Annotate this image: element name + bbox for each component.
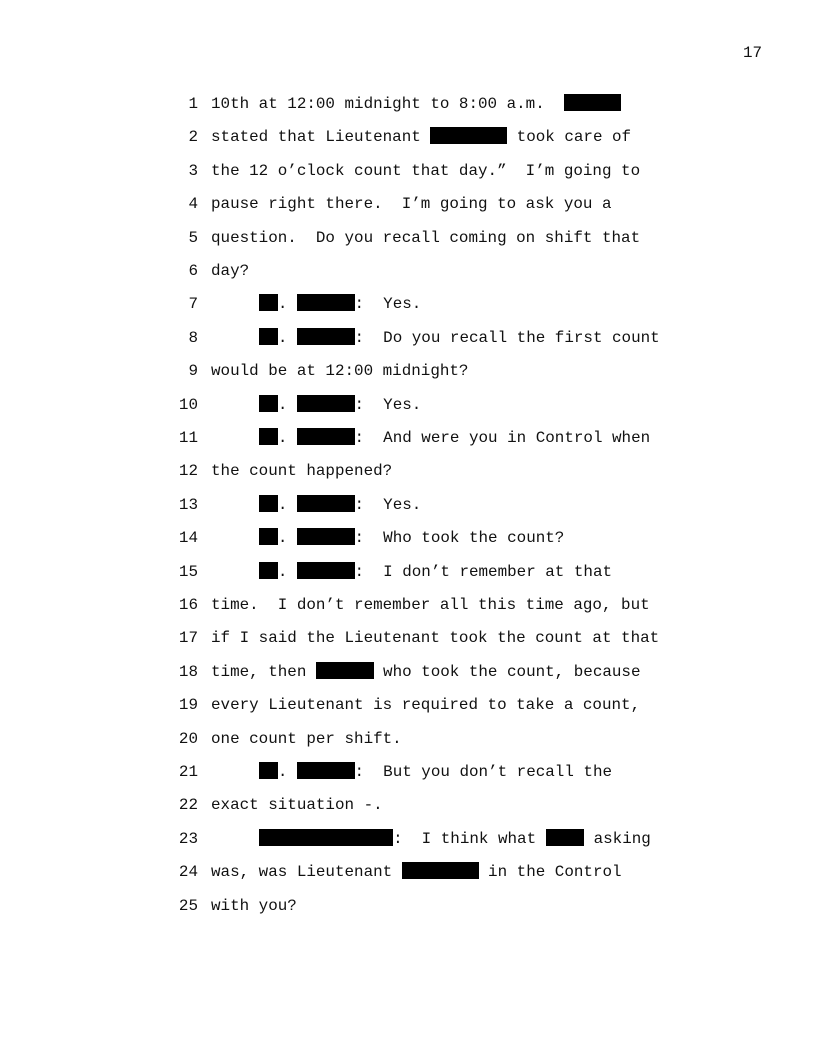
redaction-box (402, 862, 479, 879)
line-text (211, 528, 564, 548)
transcript-line (0, 94, 816, 114)
line-number: 24 (178, 863, 198, 882)
line-text-segment: : Who took the count? (354, 529, 565, 548)
line-text-segment: who took the count, because (373, 662, 641, 681)
line-text-segment: the 12 o’clock count that day.” I’m going to (211, 161, 641, 180)
redaction-box (546, 829, 584, 846)
line-text-segment: was, was Lieutenant (211, 863, 402, 882)
line-text (211, 829, 651, 849)
line-text-segment: : Yes. (354, 295, 422, 314)
line-number: 15 (178, 562, 198, 581)
redaction-box (259, 495, 278, 512)
line-text-segment (211, 496, 259, 514)
line-text (211, 328, 660, 348)
line-text-segment: stated that Lieutenant (211, 128, 431, 147)
line-text (211, 127, 631, 147)
transcript-line (0, 896, 816, 916)
redaction-box (297, 562, 355, 579)
line-number: 9 (188, 362, 198, 381)
redaction-box (259, 395, 278, 412)
transcript-line (0, 294, 816, 314)
transcript-line (0, 628, 816, 648)
line-text (211, 428, 650, 448)
redaction-box (259, 829, 393, 846)
line-number: 6 (188, 262, 198, 280)
line-text-segment: question. Do you recall coming on shift that (211, 228, 641, 247)
redaction-box (259, 328, 278, 345)
transcript-line (0, 161, 816, 181)
redaction-box (297, 495, 355, 512)
line-number: 13 (178, 495, 198, 514)
line-text-segment: pause right there. I’m going to ask you a (211, 195, 612, 214)
redaction-box (316, 662, 374, 679)
line-number: 25 (178, 896, 198, 915)
line-number: 5 (188, 228, 198, 247)
line-number: 4 (188, 195, 198, 214)
line-text (211, 762, 612, 782)
line-number: 12 (178, 462, 198, 481)
line-text-segment: : Yes. (354, 395, 422, 414)
redaction-box (297, 428, 355, 445)
page-number: 17 (743, 44, 763, 62)
line-text-segment: . (277, 429, 297, 447)
line-text (211, 662, 641, 682)
redaction-box (297, 294, 355, 311)
redaction-box (297, 762, 355, 779)
line-text-segment: would be at 12:00 midnight? (211, 362, 469, 381)
line-number: 7 (188, 295, 198, 314)
line-text (211, 862, 622, 882)
redaction-box (297, 395, 355, 412)
line-text (211, 461, 392, 481)
line-text (211, 896, 297, 916)
line-number: 11 (178, 429, 198, 447)
line-text-segment: with you? (211, 896, 297, 915)
line-text-segment: one count per shift. (211, 729, 402, 748)
redaction-box (259, 528, 278, 545)
line-number: 17 (178, 629, 198, 648)
line-number: 1 (188, 95, 198, 113)
line-text-segment: : But you don’t recall the (354, 763, 613, 781)
transcript-line (0, 762, 816, 782)
redaction-box (259, 294, 278, 311)
line-number: 21 (178, 763, 198, 781)
transcript-line (0, 495, 816, 515)
transcript-line (0, 662, 816, 682)
transcript-line (0, 328, 816, 348)
line-text-segment: exact situation -. (211, 796, 383, 815)
redaction-box (259, 562, 278, 579)
redaction-box (564, 94, 622, 111)
line-text-segment: . (277, 763, 297, 781)
line-text (211, 628, 659, 648)
line-text-segment (211, 329, 259, 347)
transcript-line (0, 127, 816, 147)
line-text-segment (211, 529, 259, 547)
line-number: 3 (188, 161, 198, 180)
transcript-line (0, 829, 816, 849)
line-text-segment: time. I don’t remember all this time ago, but (211, 596, 650, 614)
line-text (211, 194, 612, 214)
line-number: 10 (178, 395, 198, 414)
line-text-segment: day? (211, 262, 250, 280)
transcript-line (0, 361, 816, 381)
line-text (211, 795, 383, 815)
redaction-box (259, 762, 278, 779)
line-text (211, 94, 621, 114)
line-number: 20 (178, 729, 198, 748)
line-text-segment: : Yes. (354, 495, 422, 514)
line-text-segment: 10th at 12:00 midnight to 8:00 a.m. (211, 95, 564, 113)
redaction-box (259, 428, 278, 445)
redaction-box (297, 328, 355, 345)
line-number: 19 (178, 696, 198, 715)
transcript-line (0, 395, 816, 415)
line-number: 16 (178, 596, 198, 614)
line-text-segment (211, 295, 259, 313)
transcript-line (0, 595, 816, 615)
transcript-line (0, 228, 816, 248)
transcript-line (0, 795, 816, 815)
line-text-segment: : I don’t remember at that (354, 562, 613, 581)
transcript-line (0, 194, 816, 214)
line-text-segment: if I said the Lieutenant took the count at that (211, 629, 660, 648)
line-text-segment: : Do you recall the first count (354, 328, 660, 347)
line-text-segment: : I think what (393, 829, 546, 848)
line-text-segment (211, 429, 259, 447)
line-text-segment: in the Control (478, 863, 622, 882)
line-text-segment (211, 563, 259, 581)
line-text-segment: : And were you in Control when (354, 429, 651, 447)
transcript-line (0, 562, 816, 582)
line-number: 8 (188, 328, 198, 347)
transcript-line (0, 428, 816, 448)
line-text-segment: the count happened? (211, 462, 393, 481)
line-text (211, 228, 640, 248)
line-text (211, 395, 421, 415)
line-text-segment: . (277, 495, 297, 514)
line-text (211, 695, 640, 715)
line-text (211, 261, 249, 281)
transcript-line (0, 261, 816, 281)
line-number: 22 (178, 796, 198, 815)
line-text (211, 729, 402, 749)
line-text-segment: . (277, 295, 297, 314)
line-text (211, 562, 612, 582)
line-text-segment: asking (584, 829, 651, 848)
transcript-line (0, 862, 816, 882)
transcript-line (0, 695, 816, 715)
redaction-box (297, 528, 355, 545)
line-number: 14 (178, 529, 198, 548)
transcript-line (0, 461, 816, 481)
line-text-segment: . (277, 395, 297, 414)
redaction-box (430, 127, 507, 144)
line-number: 2 (188, 128, 198, 147)
line-text-segment: time, then (211, 662, 316, 681)
line-text-segment (211, 396, 259, 414)
line-number: 23 (178, 829, 198, 848)
line-text-segment: every Lieutenant is required to take a count, (211, 696, 641, 715)
line-text-segment: . (277, 562, 297, 581)
line-text-segment: . (277, 328, 297, 347)
line-text (211, 495, 421, 515)
line-number: 18 (178, 662, 198, 681)
line-text-segment (211, 763, 259, 781)
transcript-line (0, 729, 816, 749)
line-text (211, 361, 468, 381)
line-text (211, 294, 421, 314)
line-text-segment: took care of (507, 128, 632, 147)
line-text-segment (211, 830, 259, 848)
line-text (211, 595, 650, 615)
line-text (211, 161, 640, 181)
transcript-line (0, 528, 816, 548)
line-text-segment: . (277, 529, 297, 548)
